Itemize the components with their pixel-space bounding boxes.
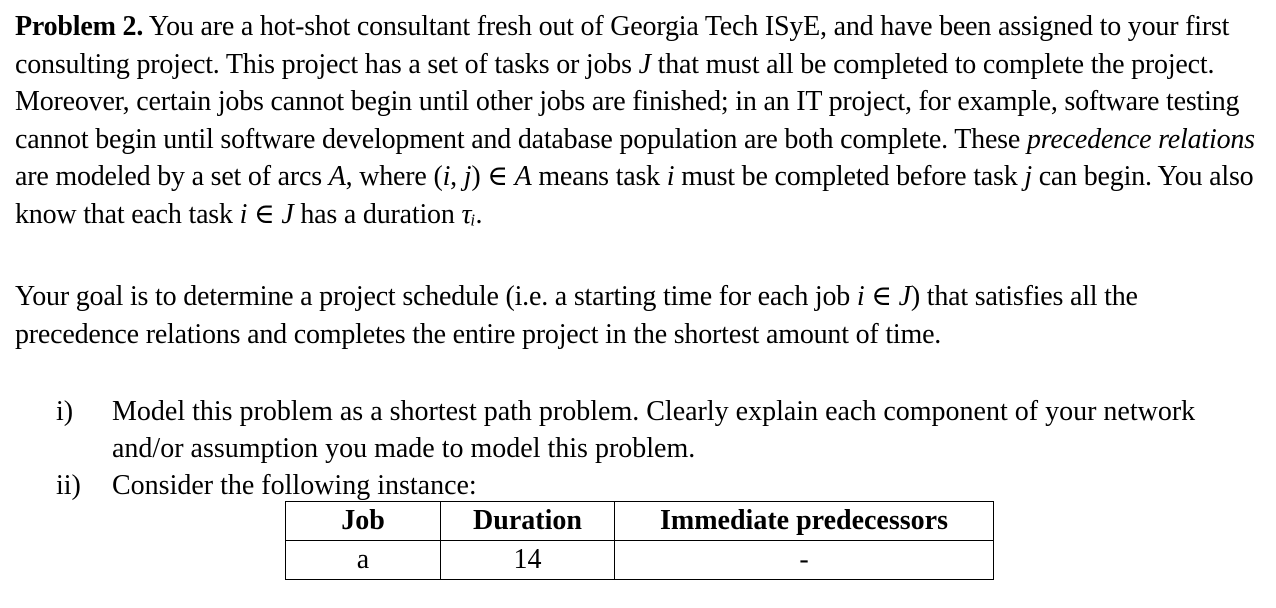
text-run: can begin. You also know that each task	[15, 161, 1254, 230]
problem-goal	[15, 278, 1265, 353]
problem-heading: Problem 2.	[15, 11, 144, 42]
header-duration: Duration	[441, 502, 615, 541]
text-run: that must all be completed to complete the project. Moreover, certain jobs cannot begin until other jobs are finished; in an IT project, for example, software testing cannot begin until software development and database population are both complete. These	[15, 48, 1240, 155]
text-run: ,	[450, 161, 464, 192]
part-marker: ii)	[56, 470, 81, 501]
part-item	[56, 467, 1266, 504]
part-marker: i)	[56, 396, 74, 427]
problem-statement	[15, 8, 1265, 233]
italic-text: J	[898, 281, 911, 312]
part-text: Model this problem as a shortest path problem. Clearly explain each component of your network and/or assumption you made to model this problem.	[112, 396, 1196, 464]
text-run: ) ∈	[471, 161, 515, 192]
parts-list	[56, 393, 1266, 504]
header-predecessors: Immediate predecessors	[615, 502, 994, 541]
cell-predecessors: -	[615, 541, 994, 580]
italic-text: i	[239, 198, 248, 230]
text-run: ) that satisfies all the precedence relations and completes the entire project in the shortest amount of time.	[15, 281, 1138, 350]
italic-text: A	[514, 161, 532, 192]
cell-job: a	[286, 541, 441, 580]
header-job: Job	[286, 502, 441, 541]
text-run: ∈	[247, 198, 282, 230]
cell-duration: 14	[441, 541, 615, 580]
text-run: must be completed before task	[674, 161, 1025, 192]
text-run: Your goal is to determine a project schedule (i.e. a starting time for each job	[15, 281, 857, 312]
text-run: has a duration	[293, 198, 462, 230]
text-run: .	[475, 198, 483, 230]
italic-text: i	[666, 161, 675, 192]
italic-text: τᵢ	[461, 198, 476, 230]
italic-text: j	[463, 161, 472, 192]
text-run: means task	[531, 161, 667, 192]
text-run: You are a hot-shot consultant fresh out of Georgia Tech ISyE, and have been assigned to your first consulting project. This project has a set of tasks or jobs	[15, 11, 1230, 80]
italic-text: i	[442, 161, 451, 192]
italic-text: J	[638, 48, 651, 80]
table-row	[286, 541, 994, 580]
part-item	[56, 393, 1266, 467]
italic-text: i	[856, 281, 865, 312]
table-header-row	[286, 502, 994, 541]
italic-text: A	[328, 161, 346, 192]
text-run: , where (	[345, 161, 443, 192]
italic-text: J	[281, 198, 294, 230]
jobs-table	[285, 501, 994, 580]
italic-text: precedence relations	[1026, 123, 1255, 155]
text-run: are modeled by a set of arcs	[15, 161, 329, 192]
part-text: Consider the following instance:	[112, 470, 477, 501]
text-run: ∈	[864, 281, 899, 312]
italic-text: j	[1024, 161, 1032, 192]
